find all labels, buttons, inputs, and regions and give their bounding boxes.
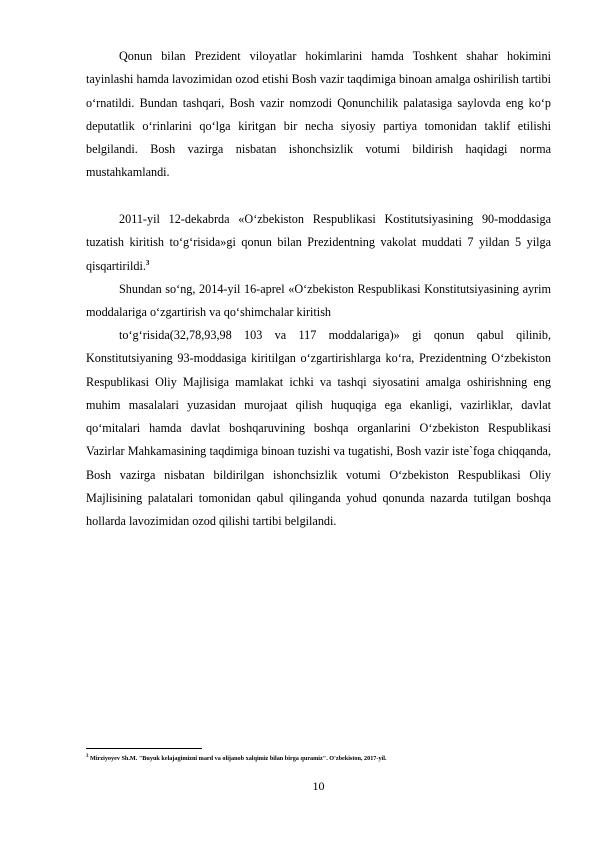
footnote-reference: 3 xyxy=(145,258,150,267)
footnote-text: Mirziyoyev Sh.M. "Buyuk kelajagimizni mard va olijanob xalqimiz bilan birga quramiz". O'zbekiston, 2017-yil. xyxy=(90,755,387,762)
footnote xyxy=(86,754,551,763)
page-number: 10 xyxy=(312,779,325,793)
footnote-number: 3 xyxy=(86,753,89,759)
paragraph-3: Shundan so‘ng, 2014-yil 16-aprel «O‘zbekiston Respublikasi Konstitutsiyasining ayrim moddalariga o‘zgartirish va qo‘shimchalar kiritish xyxy=(86,282,551,320)
paragraph-1: Qonun bilan Prezident viloyatlar hokimlarini hamda Toshkent shahar hokimini tayinlashi hamda lavozimidan ozod etishi Bosh vazir taqdimiga binoan amalga oshirilish tartibi o‘rnatildi. Bundan tashqari, Bosh vazir nomzodi Qonunchilik palatasiga saylovda eng ko‘p deputatlik o‘rinlarini qo‘lga kiritgan bir necha siyosiy partiya tomonidan taklif etilishi belgilandi. Bosh vazirga nisbatan ishonchsizlik votumi bildirish haqidagi norma mustahkamlandi. xyxy=(86,49,551,180)
footnote-divider xyxy=(86,748,202,749)
paragraph-2: 2011-yil 12-dekabrda «O‘zbekiston Respublikasi Kostitutsiyasining 90-moddasiga tuzatish kiritish to‘g‘risida»gi qonun bilan Prezidentning vakolat muddati 7 yildan 5 yilga qisqartirildi.$^3$ xyxy=(86,212,551,273)
document-page xyxy=(86,0,551,842)
paragraph-4: to‘g‘risida(32,78,93,98 103 va 117 moddalariga)» gi qonun qabul qilinib, Konstitutsiyaning 93-moddasiga kiritilgan o‘zgartirishlarga ko‘ra, Prezidentning O‘zbekiston Respublikasi Oliy Majlisiga mamlakat ichki va tashqi siyosatini amalga oshirishning eng muhim masalalari yuzasidan murojaat qilish huquqiga ega ekanligi, vazirliklar, davlat qo‘mitalari hamda davlat boshqaruvining boshqa organlarini O‘zbekiston Respublikasi Vazirlar Mahkamasining taqdimiga binoan tuzishi va tugatishi, Bosh vazir iste`foga chiqqanda, Bosh vazirga nisbatan bildirilgan ishonchsizlik votumi O‘zbekiston Respublikasi Oliy Majlisining palatalari tomonidan qabul qilinganda yohud qonunda nazarda tutilgan boshqa hollarda lavozimidan ozod qilishi tartibi belgilandi. xyxy=(86,328,551,529)
